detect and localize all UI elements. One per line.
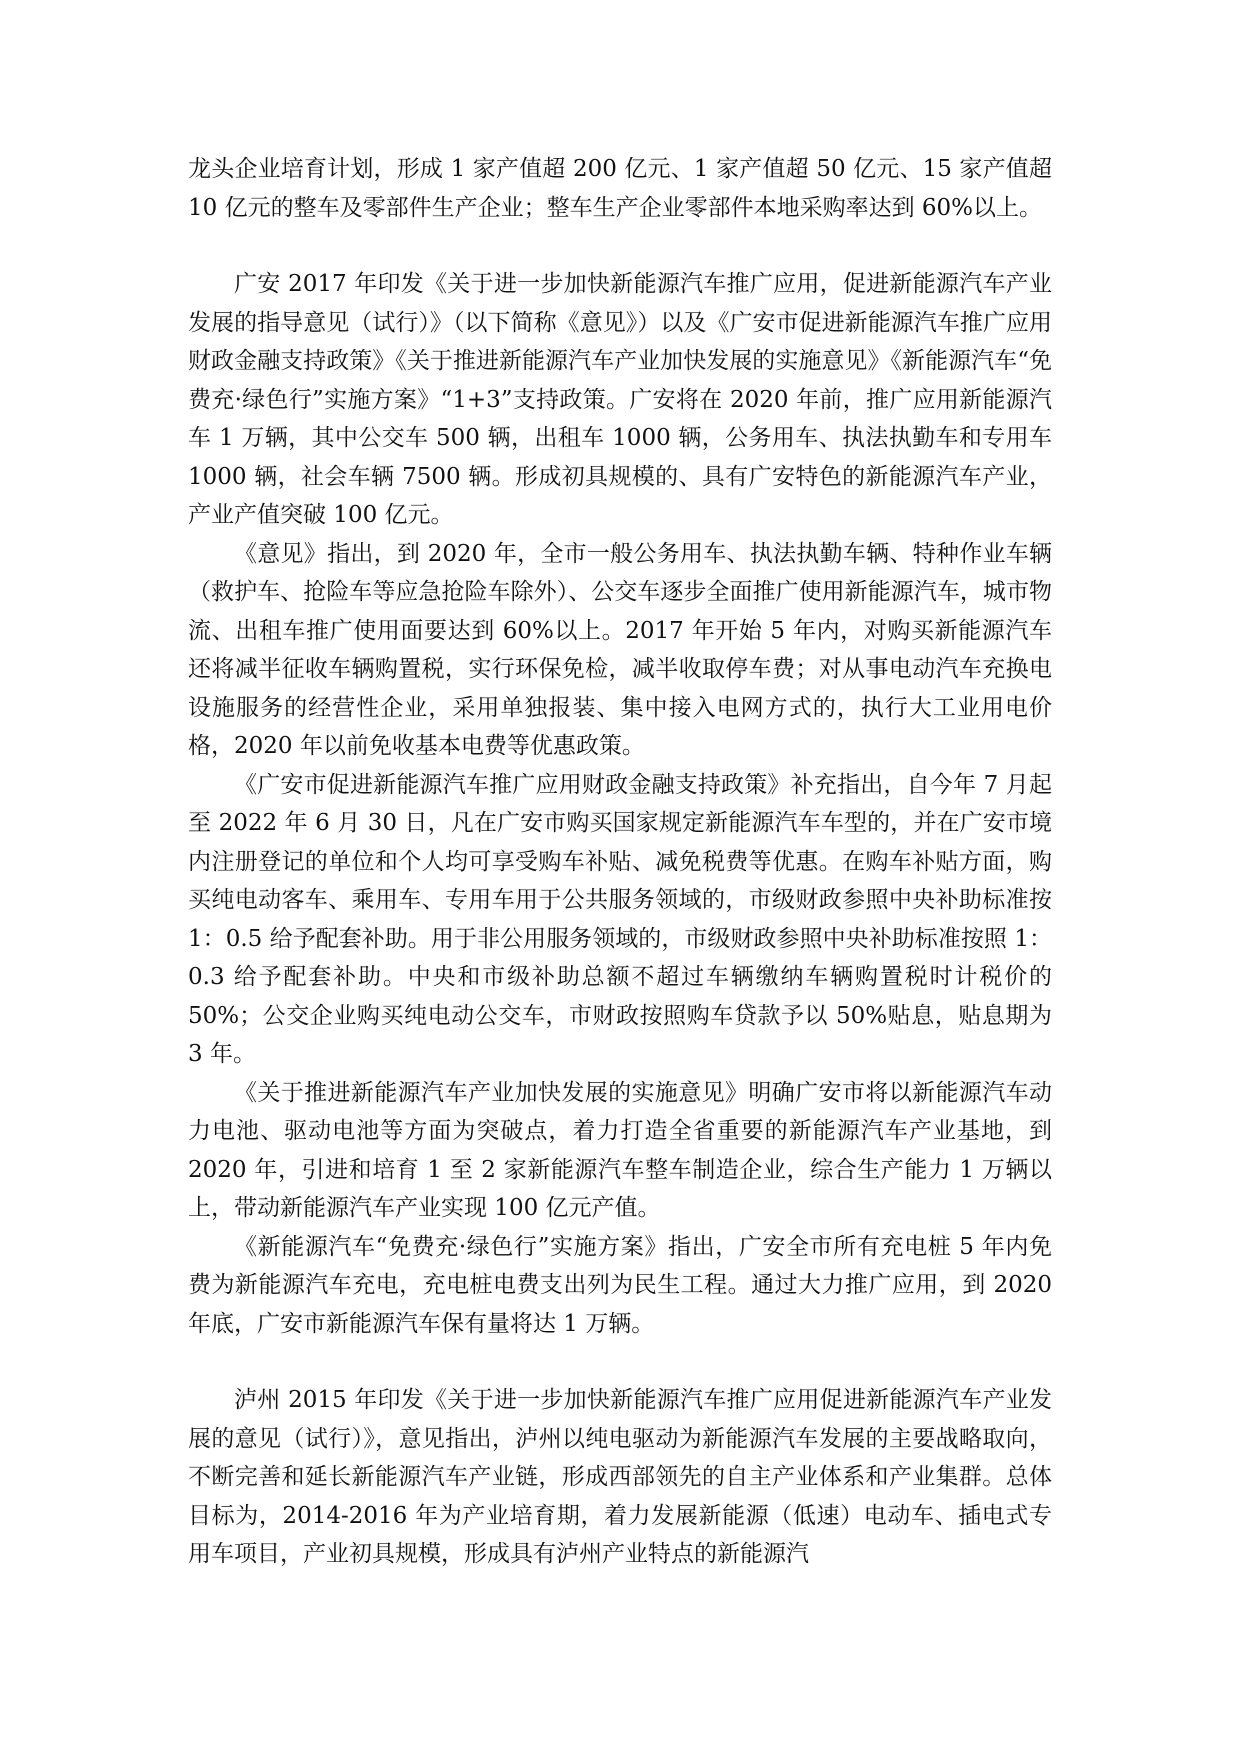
paragraph-implementation-opinion: 《关于推进新能源汽车产业加快发展的实施意见》明确广安市将以新能源汽车动力电池、驱动电池等方面为突破点，着力打造全省重要的新能源汽车产业基地，到 2020 年，引进和培育 1 至 2 家新能源汽车整车制造企业，综合生产能力 1 万辆以上，带动新能源汽车产业实现 100 亿元产值。 <box>188 1079 1052 1221</box>
paragraph-guangan-policy: 广安 2017 年印发《关于进一步加快新能源汽车推广应用，促进新能源汽车产业发展的指导意见（试行）》（以下简称《意见》）以及《广安市促进新能源汽车推广应用财政金融支持政策》《关于推进新能源汽车产业加快发展的实施意见》《新能源汽车“免费充·绿色行”实施方案》“1+3”支持政策。广安将在 2020 年前，推广应用新能源汽车 1 万辆，其中公交车 500 辆，出租车 1000 辆，公务用车、执法执勤车和专用车 1000 辆，社会车辆 7500 辆。形成初具规模的、具有广安特色的新能源汽车产业，产业产值突破 100 亿元。 <box>188 271 1052 528</box>
paragraph-continuation: 龙头企业培育计划，形成 1 家产值超 200 亿元、1 家产值超 50 亿元、15 家产值超 10 亿元的整车及零部件生产企业；整车生产企业零部件本地采购率达到 60%以上。 <box>188 156 1052 221</box>
paragraph-finance-support: 《广安市促进新能源汽车推广应用财政金融支持政策》补充指出，自今年 7 月起至 2022 年 6 月 30 日，凡在广安市购买国家规定新能源汽车车型的，并在广安市境内注册登记的单位和个人均可享受购车补贴、减免税费等优惠。在购车补贴方面，购买纯电动客车、乘用车、专用车用于公共服务领域的，市级财政参照中央补助标准按 1：0.5 给予配套补助。用于非公用服务领域的，市级财政参照中央补助标准按照 1：0.3 给予配套补助。中央和市级补助总额不超过车辆缴纳车辆购置税时计税价的 50%；公交企业购买纯电动公交车，市财政按照购车贷款予以 50%贴息，贴息期为 3 年。 <box>188 771 1052 1067</box>
paragraph-spacer <box>188 1343 1052 1381</box>
document-body <box>188 150 1052 1574</box>
paragraph-opinion-details: 《意见》指出，到 2020 年，全市一般公务用车、执法执勤车辆、特种作业车辆（救护车、抢险车等应急抢险车除外）、公交车逐步全面推广使用新能源汽车，城市物流、出租车推广使用面要达到 60%以上。2017 年开始 5 年内，对购买新能源汽车还将减半征收车辆购置税，实行环保免检，减半收取停车费；对从事电动汽车充换电设施服务的经营性企业，采用单独报装、集中接入电网方式的，执行大工业用电价格，2020 年以前免收基本电费等优惠政策。 <box>188 540 1052 759</box>
paragraph-luzhou-policy: 泸州 2015 年印发《关于进一步加快新能源汽车推广应用促进新能源汽车产业发展的意见（试行）》，意见指出，泸州以纯电驱动为新能源汽车发展的主要战略取向，不断完善和延长新能源汽车产业链，形成西部领先的自主产业体系和产业集群。总体目标为，2014-2016 年为产业培育期，着力发展新能源（低速）电动车、插电式专用车项目，产业初具规模，形成具有泸州产业特点的新能源汽 <box>188 1387 1052 1567</box>
paragraph-free-charging-plan: 《新能源汽车“免费充·绿色行”实施方案》指出，广安全市所有充电桩 5 年内免费为新能源汽车充电，充电桩电费支出列为民生工程。通过大力推广应用，到 2020 年底，广安市新能源汽车保有量将达 1 万辆。 <box>188 1233 1052 1337</box>
paragraph-spacer <box>188 227 1052 265</box>
